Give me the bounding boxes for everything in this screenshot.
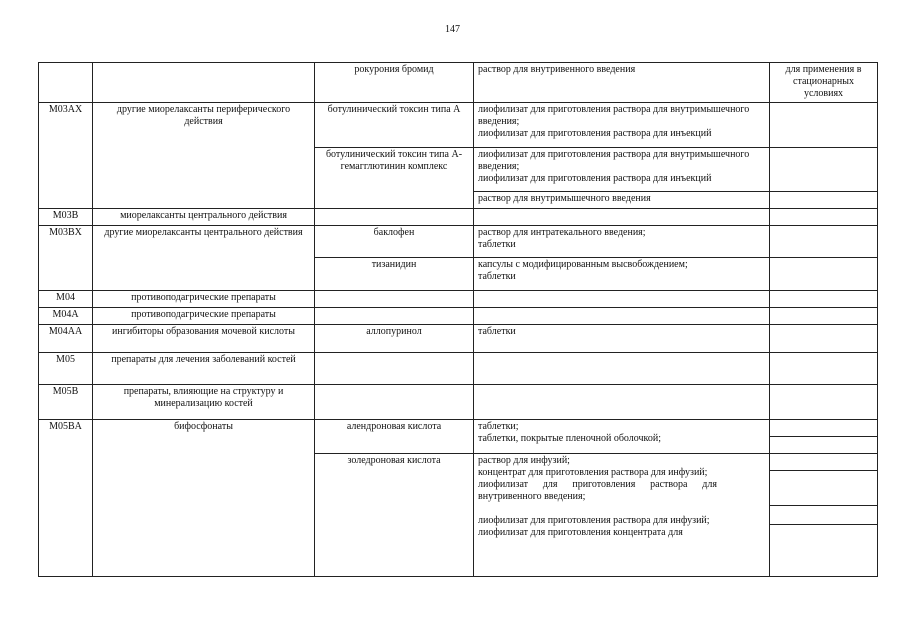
table-row bbox=[39, 420, 878, 454]
table-row bbox=[39, 308, 878, 325]
drug-name-cell: баклофен bbox=[315, 226, 474, 258]
table-row bbox=[39, 63, 878, 103]
page-number: 147 bbox=[445, 24, 460, 35]
dosage-form-line: раствор для инфузий; bbox=[478, 455, 570, 466]
note-subcell bbox=[770, 524, 877, 542]
group-name-cell: препараты, влияющие на структуру и минерализацию костей bbox=[93, 385, 315, 420]
group-name-cell bbox=[93, 63, 315, 103]
note-subcell bbox=[770, 505, 877, 524]
usage-note-cell bbox=[770, 103, 878, 148]
table-row bbox=[39, 291, 878, 308]
dosage-form-cell bbox=[474, 226, 770, 258]
group-name-cell: противоподагрические препараты bbox=[93, 308, 315, 325]
drug-name-cell: ботулинический токсин типа А-гемагглютинин комплекс bbox=[315, 148, 474, 209]
dosage-form-line: концентрат для приготовления раствора для инфузий; bbox=[478, 467, 708, 478]
dosage-form-cell bbox=[474, 454, 770, 577]
dosage-form-cell bbox=[474, 148, 770, 192]
atc-code-cell: M05BA bbox=[39, 420, 93, 577]
drug-name-cell bbox=[315, 291, 474, 308]
dosage-form-line: таблетки bbox=[478, 326, 516, 337]
spacer bbox=[478, 503, 717, 515]
dosage-form-line: таблетки bbox=[478, 271, 516, 282]
usage-note-cell bbox=[770, 325, 878, 353]
group-name-cell: бифосфонаты bbox=[93, 420, 315, 577]
usage-note-cell bbox=[770, 192, 878, 209]
dosage-form-line: лиофилизат для приготовления раствора для инфузий; bbox=[478, 515, 710, 526]
drug-name-cell: золедроновая кислота bbox=[315, 454, 474, 577]
note-subcell bbox=[770, 436, 877, 453]
dosage-form-line: лиофилизат для приготовления концентрата для bbox=[478, 527, 683, 538]
dosage-form-cell bbox=[474, 308, 770, 325]
usage-note-cell bbox=[770, 454, 878, 577]
dosage-form-cell bbox=[474, 192, 770, 209]
dosage-form-line: лиофилизат для приготовления раствора для внутримышечного введения; bbox=[478, 104, 750, 127]
drug-table bbox=[38, 62, 878, 577]
dosage-form-line: таблетки; bbox=[478, 421, 519, 432]
dosage-form-cell bbox=[474, 353, 770, 385]
usage-note-cell bbox=[770, 308, 878, 325]
group-name-cell: миорелаксанты центрального действия bbox=[93, 209, 315, 226]
drug-name-cell: рокурония бромид bbox=[315, 63, 474, 103]
dosage-form-line: лиофилизат для приготовления раствора для инъекций bbox=[478, 128, 712, 139]
dosage-form-line: раствор для внутримышечного введения bbox=[478, 193, 651, 204]
usage-note-cell bbox=[770, 353, 878, 385]
atc-code-cell bbox=[39, 63, 93, 103]
dosage-form-cell bbox=[474, 325, 770, 353]
dosage-form-line: лиофилизат для приготовления раствора для внутривенного введения; bbox=[478, 479, 717, 502]
dosage-form-cell bbox=[474, 291, 770, 308]
group-name-cell: противоподагрические препараты bbox=[93, 291, 315, 308]
table-row bbox=[39, 325, 878, 353]
dosage-form-cell bbox=[474, 258, 770, 291]
note-subcell bbox=[770, 470, 877, 505]
note-subcell bbox=[770, 454, 877, 470]
atc-code-cell: M03B bbox=[39, 209, 93, 226]
drug-name-cell: тизанидин bbox=[315, 258, 474, 291]
atc-code-cell: M03BX bbox=[39, 226, 93, 291]
dosage-form-line: таблетки, покрытые пленочной оболочкой; bbox=[478, 433, 662, 444]
usage-note-cell bbox=[770, 291, 878, 308]
usage-note-cell bbox=[770, 209, 878, 226]
atc-code-cell: M05 bbox=[39, 353, 93, 385]
table-row bbox=[39, 385, 878, 420]
group-name-cell: другие миорелаксанты периферического действия bbox=[93, 103, 315, 209]
group-name-cell: другие миорелаксанты центрального действия bbox=[93, 226, 315, 291]
dosage-form-cell bbox=[474, 385, 770, 420]
table-row bbox=[39, 353, 878, 385]
usage-note-cell bbox=[770, 226, 878, 258]
drug-name-cell bbox=[315, 353, 474, 385]
dosage-form-cell bbox=[474, 420, 770, 454]
usage-note-cell bbox=[770, 385, 878, 420]
table-row bbox=[39, 209, 878, 226]
usage-note-cell bbox=[770, 148, 878, 192]
drug-name-cell: аллопуринол bbox=[315, 325, 474, 353]
note-subcell bbox=[770, 420, 877, 436]
atc-code-cell: M05B bbox=[39, 385, 93, 420]
dosage-form-line: лиофилизат для приготовления раствора для внутримышечного введения; bbox=[478, 149, 750, 172]
atc-code-cell: M03AX bbox=[39, 103, 93, 209]
dosage-form-line: раствор для внутривенного введения bbox=[478, 64, 636, 75]
drug-name-cell: ботулинический токсин типа А bbox=[315, 103, 474, 148]
usage-note-cell bbox=[770, 420, 878, 454]
dosage-form-cell bbox=[474, 63, 770, 103]
table-row bbox=[39, 103, 878, 148]
dosage-form-cell bbox=[474, 103, 770, 148]
dosage-form-cell bbox=[474, 209, 770, 226]
group-name-cell: препараты для лечения заболеваний костей bbox=[93, 353, 315, 385]
dosage-form-line: капсулы с модифицированным высвобождением; bbox=[478, 259, 688, 270]
drug-name-cell bbox=[315, 385, 474, 420]
table-row bbox=[39, 226, 878, 258]
dosage-form-line: раствор для интратекального введения; bbox=[478, 227, 646, 238]
dosage-form-line: таблетки bbox=[478, 239, 516, 250]
drug-name-cell: алендроновая кислота bbox=[315, 420, 474, 454]
atc-code-cell: M04A bbox=[39, 308, 93, 325]
usage-note-cell: для применения в стационарных условиях bbox=[770, 63, 878, 103]
dosage-form-line: лиофилизат для приготовления раствора для инъекций bbox=[478, 173, 712, 184]
drug-name-cell bbox=[315, 308, 474, 325]
atc-code-cell: M04AA bbox=[39, 325, 93, 353]
atc-code-cell: M04 bbox=[39, 291, 93, 308]
group-name-cell: ингибиторы образования мочевой кислоты bbox=[93, 325, 315, 353]
drug-name-cell bbox=[315, 209, 474, 226]
usage-note-cell bbox=[770, 258, 878, 291]
